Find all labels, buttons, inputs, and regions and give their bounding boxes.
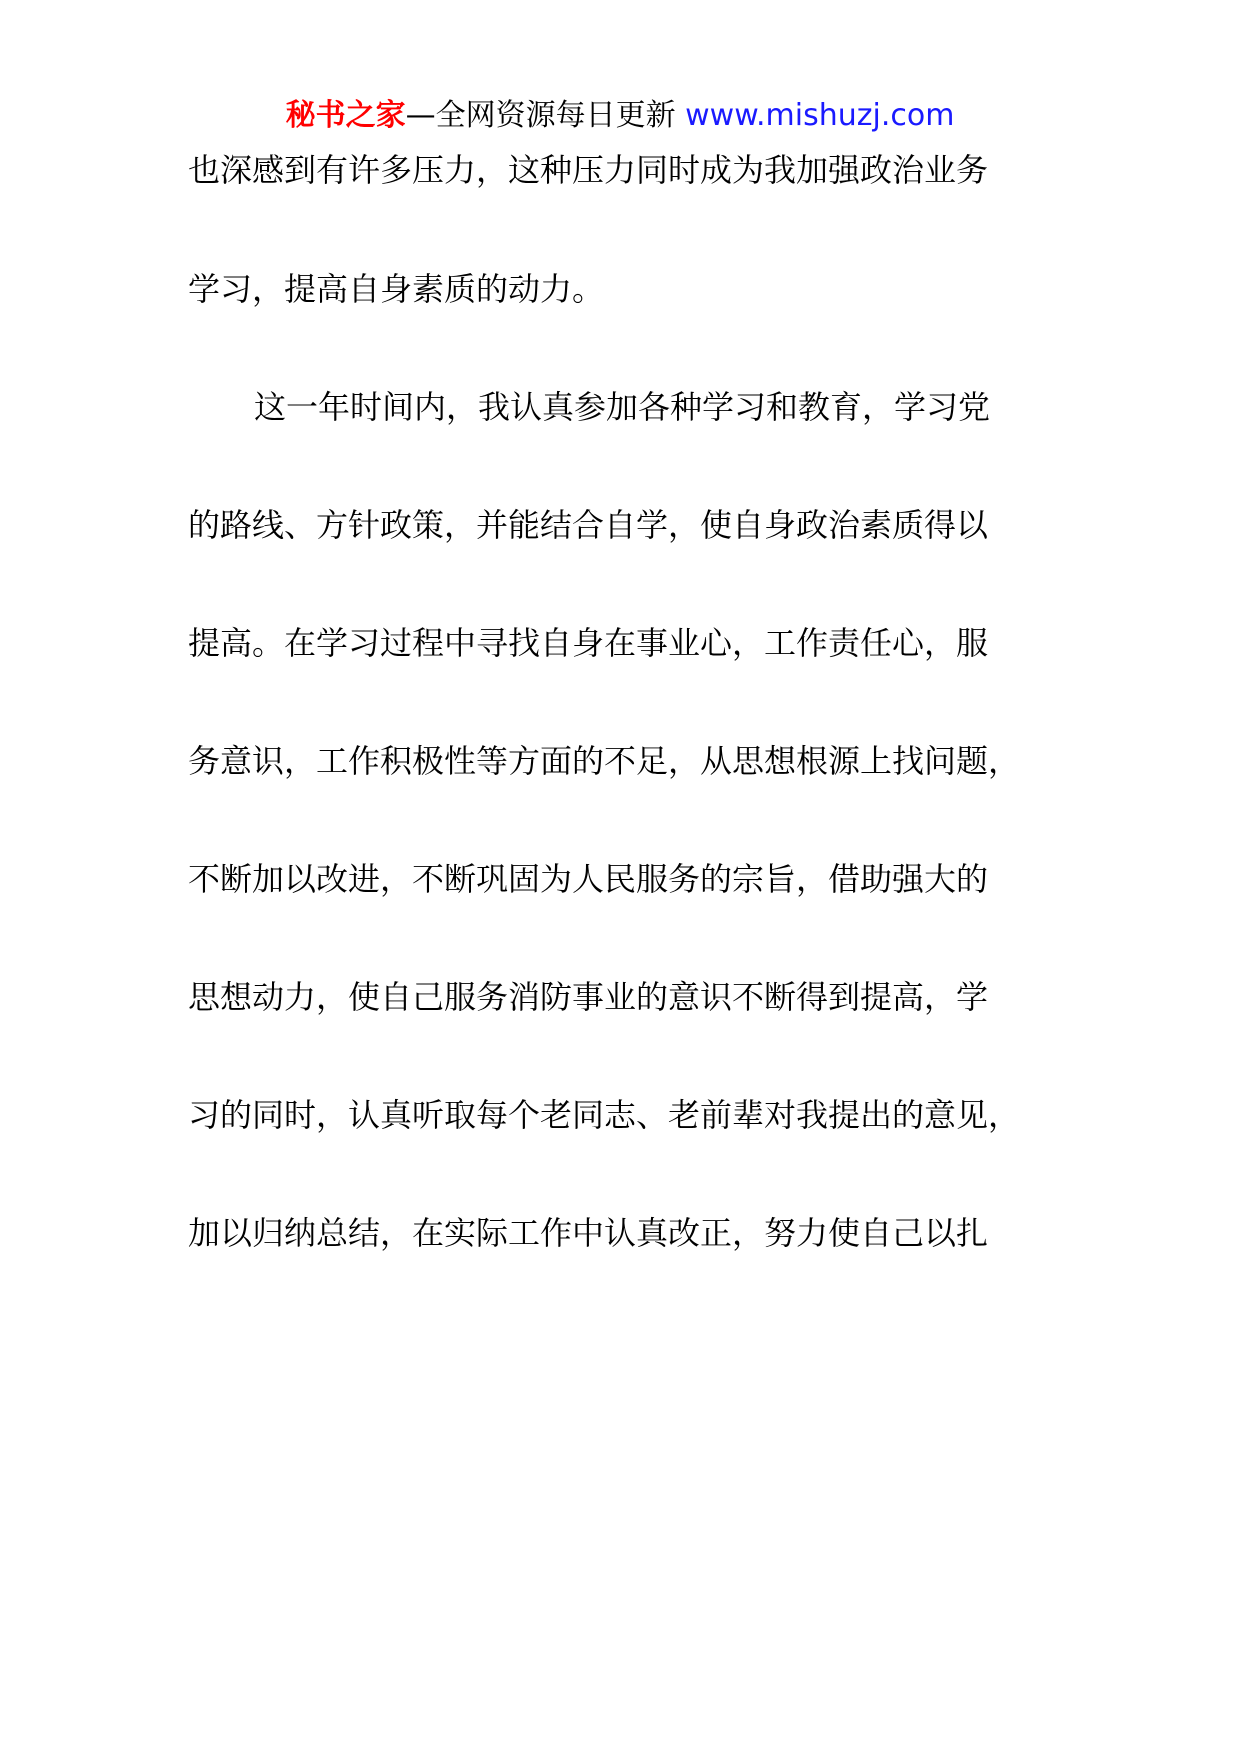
text-line: 加以归纳总结，在实际工作中认真改正，努力使自己以扎 [188, 1214, 989, 1252]
text-line: 习的同时，认真听取每个老同志、老前辈对我提出的意见， [188, 1096, 1021, 1134]
text-line: 务意识，工作积极性等方面的不足，从思想根源上找问题， [188, 742, 1021, 780]
website-link[interactable]: www.mishuzj.com [685, 98, 955, 133]
text-line: 不断加以改进，不断巩固为人民服务的宗旨，借助强大的 [188, 860, 989, 898]
paragraph-start-line: 这一年时间内，我认真参加各种学习和教育，学习党 [254, 388, 991, 426]
text-line: 也深感到有许多压力，这种压力同时成为我加强政治业务 [188, 151, 989, 189]
text-line: 学习，提高自身素质的动力。 [188, 270, 605, 308]
text-line: 的路线、方针政策，并能结合自学，使自身政治素质得以 [188, 506, 989, 544]
header-tagline: —全网资源每日更新 [405, 98, 676, 133]
brand-name: 秘书之家 [285, 98, 406, 133]
text-line: 提高。在学习过程中寻找自身在事业心，工作责任心，服 [188, 624, 989, 662]
text-line: 思想动力，使自己服务消防事业的意识不断得到提高，学 [188, 978, 989, 1016]
page-header [0, 96, 1240, 136]
